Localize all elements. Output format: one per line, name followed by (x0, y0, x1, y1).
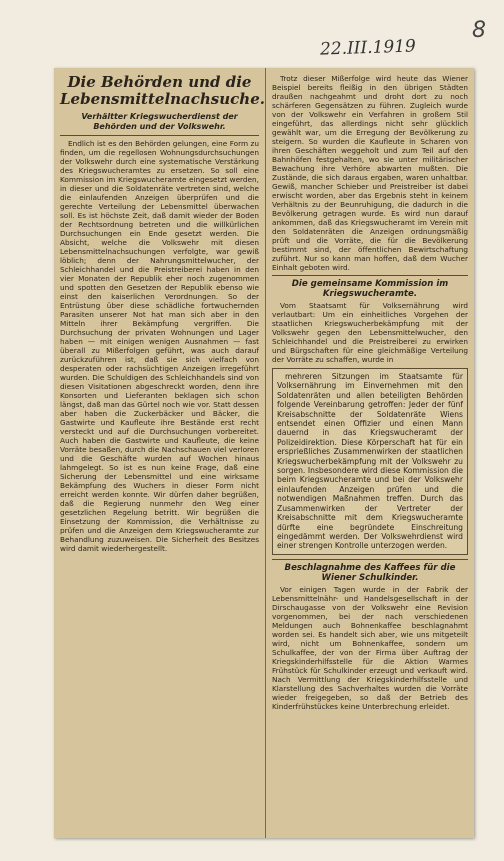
article-body-left: Endlich ist es den Behörden gelungen, eine Form zu finden, um die regellosen Wohnungsdurchsuchungen der Volkswehr durch eine systematische Verstärkung des Kriegswucheramtes zu ersetzen. So soll eine Kommission im Kriegswucheramte eingesetzt werden, in dieser und die Soldatenräte vertreten sind, welche die einlaufenden Anzeigen überprüfen und die gerechte Verteilung der Lebensmittel überwachen soll. Es ist höchste Zeit, daß damit wieder der Boden der Rechtsordnung betreten und die willkürlichen Durchsuchungen ein Ende gesetzt werden. Die Absicht, welche die Volkswehr mit diesen Lebensmittelnachsuchungen verfolgte, war gewiß löblich; denn der Nahrungsmittelwucher, der Schleichhandel und die Preistreiberei haben in den vier Monaten der Republik eher noch zugenommen und spotten den Gesetzen der Republik ebenso wie einst den kaiserlichen Verordnungen. So der Entrüstung über diese schädliche fortwuchernden Parasiten unserer Not hat man sich aber in den Mitteln ihrer Bekämpfung vergriffen. Die Durchsuchung der privaten Wohnungen und Lager haben — mit einigen wenigen Ausnahmen — fast überall zu Mißerfolgen geführt, was auch darauf zurückzuführen ist, daß sie sich vielfach von desperaten oder rachsüchtigen Anzeigen irregeführt wurden. Die Schuldigen des Schleichhandels sind von diesen Visitationen abgeschreckt worden, denn ihre Konsorten und Lieferanten beklagen sich schon längst, daß man das Gürtel noch wie vor. Statt dessen aber haben die Zuckerbäcker und Bäcker, die Gastwirte und Kaufleute ihre Bestände erst recht versteckt und auf die Durchsuchungen vorbereitet. Auch haben die Gastwirte und Kaufleute, die keine Vorräte besaßen, durch die Nachschauen viel verloren und die Geschäfte wurden auf Wochen hinaus lahmgelegt. So ist es nun keine Frage, daß eine Sicherung der Lebensmittel und eine wirksame Bekämpfung des Wuchers in dieser Form nicht erreicht werden konnte. Wir dürfen daher begrüßen, daß die Regierung nunmehr den Weg einer gesetzlichen Regelung betritt. Wir begrüßen die Einsetzung der Kommission, die Verhältnisse zu prüfen und die Anzeigen dem Kriegswucheramte zur Behandlung zuzuweisen. Die Sicherheit des Besitzes wird damit wiederhergestellt. (60, 139, 259, 553)
divider (60, 135, 259, 136)
section-title-commission: Die gemeinsame Kommission im Kriegswucheramte. (291, 279, 449, 299)
commission-box-text: mehreren Sitzungen im Staatsamte für Volksernährung im Einvernehmen mit den Soldatenräten und allen beteiligten Behörden folgende Vereinbarung getroffen: Jeder der fünf Kreisabschnitte der Soldatenräte Wiens entsendet einen Offizier und einen Mann dauernd in das Kriegswucheramt der Polizeidirektion. Diese Körperschaft hat für ein ersprießliches Zusammenwirken der staatlichen Kriegswucherbekämpfung mit der Volkswehr zu sorgen. Insbesondere wird diese Kommission die beim Kriegswucheramte und bei der Volkswehr einlaufenden Anzeigen prüfen und die notwendigen Maßnahmen treffen. Durch das Zusammenwirken der Vertreter der Kreisabschnitte mit dem Kriegswucheramte dürfte eine begründete Einschreitung eingedämmt werden. Der Volkswehrdienst wird einer strengen Kontrolle unterzogen werden. (277, 372, 463, 551)
section-coffee-body: Vor einigen Tagen wurde in der Fabrik der Lebensmittelnähr- und Handelsgesellschaft in der Dirschaugasse von der Volkswehr eine Revision vorgenommen, bei der nach verschiedenen Meldungen auch Bohnenkaffee beschlagnahmt worden sei. Es handelt sich aber, wie uns mitgeteilt wird, nicht um Bohnenkaffee, sondern um Schulkaffee, der von der Firma über Auftrag der Kriegskinderhilfsstelle für die Aktion Warmes Frühstück für Schulkinder erzeugt und verkauft wird. Nach Vermittlung der Kriegskinderhilfsstelle und Klarstellung des Sachverhaltes wurden die Vorräte wieder freigegeben, so daß der Betrieb des Kinderfrühstückes keine Unterbrechung erleidet. (272, 584, 468, 711)
newspaper-clipping (54, 68, 474, 838)
article-subhead: Verhältter Kriegswucherdienst der Behörden und der Volkswehr. (81, 112, 238, 131)
right-column (266, 68, 474, 838)
article-headline: Die Behörden und die Lebensmittelnachsuche. (60, 73, 265, 108)
handwritten-date: 22.III.1919 (319, 36, 417, 60)
divider (272, 275, 468, 276)
left-column (54, 68, 266, 838)
article-body-right: Trotz dieser Mißerfolge wird heute das Wiener Beispiel bereits fleißig in den übrigen Städten draußen nachgeahmt und droht dort zu noch schärferen Gegensätzen zu führen. Zugleich wurde von der Volkswehr ein Verfahren in großem Stil eingeführt, das allerdings nicht sehr glücklich gewählt war, um die Erregung der Bevölkerung zu steigern. So wurden die Kaufleute in Scharen von ihren Geschäften weggeholt und zum Teil auf den Bahnhöfen festgehalten, wo sie unter militärischer Bewachung ihre Verhöre abwarten mußten. Die Zustände, die sich daraus ergaben, waren unhaltbar. Gewiß, mancher Schieber und Preistreiber ist dabei erwischt worden, aber das Ergebnis steht in keinem Verhältnis zu der Beunruhigung, die dadurch in die Bevölkerung getragen wurde. Es wird nun darauf ankommen, daß das Kriegswucheramt im Verein mit den Soldatenräten die Anzeigen ordnungsmäßig prüft und die Vorräte, die für die Bevölkerung bestimmt sind, der öffentlichen Bewirtschaftung zuführt. Nur so kann man hoffen, daß dem Wucher Einhalt geboten wird. (272, 74, 468, 272)
commission-box (272, 368, 468, 555)
section-commission-intro: Vom Staatsamt für Volksernährung wird verlautbart: Um ein einheitliches Vorgehen der staatlichen Kriegswucherbekämpfung mit der Volkswehr gegen den Lebensmittelwucher, den Schleichhandel und die Preistreiberei zu erwirken und Bürgschaften für eine gleichmäßige Verteilung der Vorräte zu schaffen, wurde in (272, 301, 468, 364)
section-title-coffee: Beschlagnahme des Kaffees für die Wiener Schulkinder. (284, 562, 456, 583)
page-number: 8 (472, 18, 486, 43)
divider (272, 559, 468, 560)
